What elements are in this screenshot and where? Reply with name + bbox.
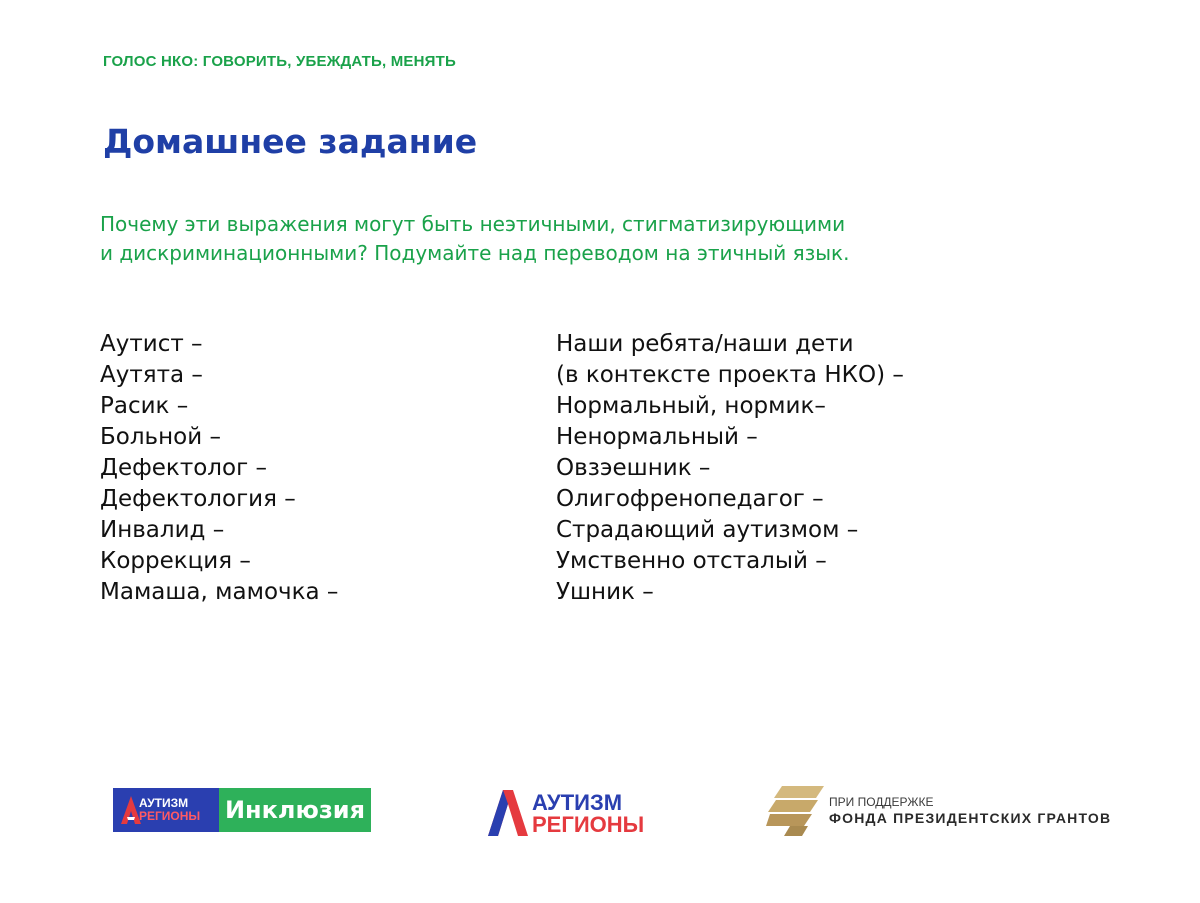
list-item: Коррекция – [100,548,251,574]
question-line-2: и дискриминационными? Подумайте над переводом на этичный язык. [100,241,850,265]
autism-regions-logo-line-1: АУТИЗМ [532,790,623,815]
list-item: Больной – [100,424,221,450]
left-term-list [100,329,338,608]
presidential-grants-logo [766,786,1146,838]
grants-logo-caption: ПРИ ПОДДЕРЖКЕ [829,795,934,809]
list-item: Расик – [100,393,189,419]
list-item: Наши ребята/наши дети [556,331,854,357]
grants-emblem-icon [766,786,824,836]
autism-regions-logo-line-2: РЕГИОНЫ [532,812,645,837]
inclusion-logo-mini-line-2: РЕГИОНЫ [139,809,201,823]
inclusion-logo-badge [113,788,219,832]
inclusion-logo-label: Инклюзия [219,788,371,832]
list-item: Инвалид – [100,517,225,543]
list-item: (в контексте проекта НКО) – [556,362,904,388]
list-item: Дефектология – [100,486,296,512]
right-term-list [556,329,904,608]
grants-logo-name: ФОНДА ПРЕЗИДЕНТСКИХ ГРАНТОВ [829,810,1112,826]
question-line-1: Почему эти выражения могут быть неэтичными, стигматизирующими [100,212,846,236]
list-item: Мамаша, мамочка – [100,579,339,605]
inclusion-logo [113,788,371,832]
list-item: Аутята – [100,362,203,388]
list-item: Олигофренопедагог – [556,486,824,512]
list-item: Овзэешник – [556,455,711,481]
list-item: Страдающий аутизмом – [556,517,859,543]
list-item: Ушник – [556,579,654,605]
list-item: Ненормальный – [556,424,758,450]
header-label: ГОЛОС НКО: ГОВОРИТЬ, УБЕЖДАТЬ, МЕНЯТЬ [103,53,456,70]
list-item: Дефектолог – [100,455,267,481]
list-item: Аутист – [100,331,203,357]
letter-a-icon [486,790,528,836]
autism-regions-logo [486,790,656,836]
list-item: Нормальный, нормик– [556,393,826,419]
inclusion-logo-mini-text [139,797,200,823]
list-item: Умственно отсталый – [556,548,827,574]
letter-a-icon [121,796,141,824]
question-text [100,210,850,268]
autism-regions-logo-text [532,792,644,836]
page-title: Домашнее задание [103,122,478,161]
inclusion-logo-mini-line-1: АУТИЗМ [139,796,189,810]
